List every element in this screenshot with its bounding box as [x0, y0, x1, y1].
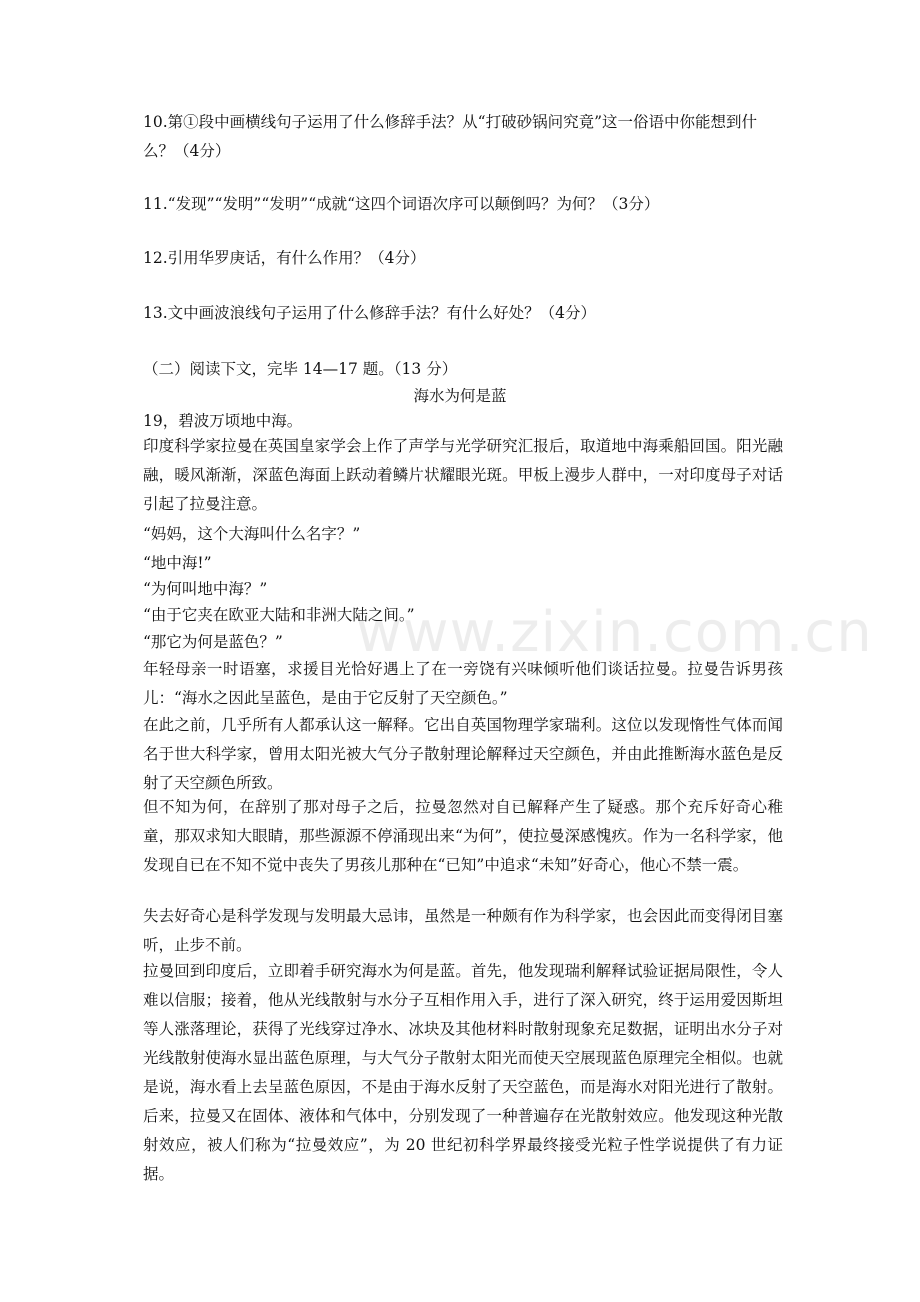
paragraph-7: 拉曼回到印度后，立即着手研究海水为何是蓝。首先，他发现瑞利解释试验证据局限性，令人难以信服；接着，他从光线散射与水分子互相作用入手，进行了深入研究，终于运用爱因斯坦等人涨落理论，获得了光线穿过净水、冰块及其他材料时散射现象充足数据，证明出水分子对光线散射使海水显出蓝色原理，与大气分子散射太阳光而使天空展现蓝色原理完全相似。也就是说，海水看上去呈蓝色原因，不是由于海水反射了天空蓝色，而是海水对阳光进行了散射。后来，拉曼又在固体、液体和气体中，分别发现了一种普遍存在光散射效应。他发现这种光散射效应，被人们称为“拉曼效应”，为 20 世纪初科学界最终接受光粒子性学说提供了有力证据。 — [143, 962, 783, 1183]
paragraph-4: 在此之前，几乎所有人都承认这一解释。它出自英国物理学家瑞利。这位以发现惰性气体而闻名于世大科学家，曾用太阳光被大气分子散射理论解释过天空颜色，并由此推断海水蓝色是反射了天空颜色所致。 — [143, 716, 783, 792]
question-10: 10.第①段中画横线句子运用了什么修辞手法？从“打破砂锅问究竟”这一俗语中你能想到什么？（4分） — [143, 113, 758, 160]
dialogue-5: “那它为何是蓝色？” — [143, 633, 283, 651]
paragraph-6: 失去好奇心是科学发现与发明最大忌讳，虽然是一种颇有作为科学家，也会因此而变得闭目塞听，止步不前。 — [143, 907, 783, 954]
paragraph-1: 19，碧波万顷地中海。 — [143, 412, 303, 430]
question-12: 12.引用华罗庚话，有什么作用？（4分） — [143, 249, 426, 267]
question-13: 13.文中画波浪线句子运用了什么修辞手法？有什么好处？（4分） — [143, 304, 597, 322]
watermark: www.zixin.com.cn — [356, 600, 873, 665]
dialogue-3: “为何叫地中海？” — [143, 580, 268, 598]
dialogue-4: “由于它夹在欧亚大陆和非洲大陆之间。” — [143, 606, 415, 624]
paragraph-3: 年轻母亲一时语塞，求援目光恰好遇上了在一旁饶有兴味倾听他们谈话拉曼。拉曼告诉男孩儿：“海水之因此呈蓝色，是由于它反射了天空颜色。” — [143, 660, 783, 707]
dialogue-2: “地中海!” — [143, 554, 212, 572]
question-11: 11.“发现”“发明”“发明”“成就“这四个词语次序可以颠倒吗？为何？（3分） — [143, 195, 660, 213]
paragraph-5: 但不知为何，在辞别了那对母子之后，拉曼忽然对自已解释产生了疑惑。那个充斥好奇心稚童，那双求知大眼睛，那些源源不停涌现出来“为何”，使拉曼深感愧疚。作为一名科学家，他发现自已在不知不觉中丧失了男孩儿那种在“已知”中追求“未知”好奇心，他心不禁一震。 — [143, 798, 783, 874]
article-title: 海水为何是蓝 — [413, 387, 507, 405]
section-heading: （二）阅读下文，完毕 14—17 题。（13 分） — [143, 360, 458, 378]
paragraph-2: 印度科学家拉曼在英国皇家学会上作了声学与光学研究汇报后，取道地中海乘船回国。阳光融融，暖风渐渐，深蓝色海面上跃动着鳞片状耀眼光斑。甲板上漫步人群中，一对印度母子对话引起了拉曼注意。 — [143, 437, 783, 513]
dialogue-1: “妈妈，这个大海叫什么名字？” — [143, 525, 361, 543]
